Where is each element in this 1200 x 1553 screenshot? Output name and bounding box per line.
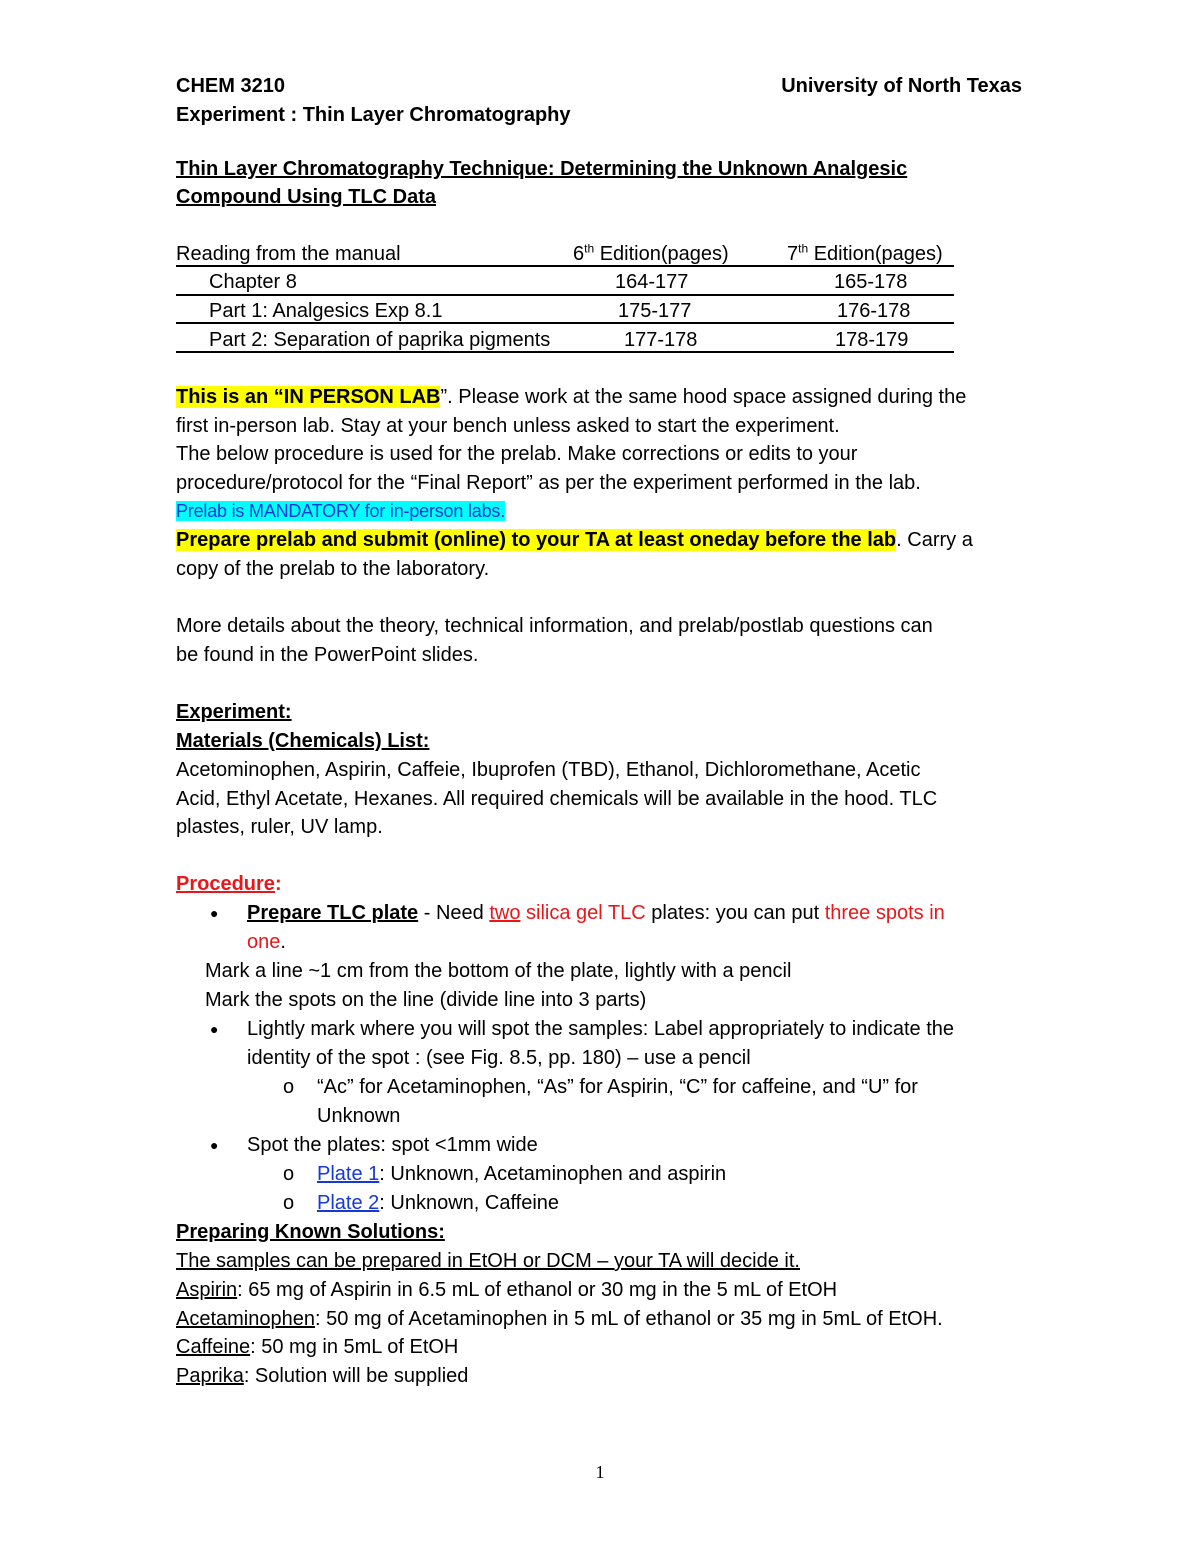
mark-line-1: Mark a line ~1 cm from the bottom of the plate, lightly with a pencil [205,960,792,982]
sub-bullet-icon: o [283,1192,295,1214]
table-cell-ed7: 165-178 [834,271,908,293]
intro-line-2: first in-person lab. Stay at your bench unless asked to start the experiment. [176,415,840,437]
prelab-submit-highlight: Prepare prelab and submit (online) to your TA at least oneday before the lab [176,529,897,551]
table-header-reading: Reading from the manual [176,243,401,265]
table-cell-ed6: 177-178 [624,329,698,351]
solutions-note: The samples can be prepared in EtOH or DCM – your TA will decide it. [176,1250,800,1272]
plate-1-line: Plate 1: Unknown, Acetaminophen and aspirin [317,1163,727,1185]
procedure-item-1-line-2: one. [247,931,286,953]
details-line-1: More details about the theory, technical information, and prelab/postlab questions can [176,615,933,637]
experiment-heading: Experiment: [176,701,292,723]
procedure-heading: Procedure: [176,873,282,895]
mark-line-2: Mark the spots on the line (divide line into 3 parts) [205,989,647,1011]
intro-line-7: copy of the prelab to the laboratory. [176,558,490,580]
intro-line-1: This is an “IN PERSON LAB”. Please work at the same hood space assigned during the [176,386,967,408]
university-name: University of North Texas [781,75,1022,97]
plate-2-line: Plate 2: Unknown, Caffeine [317,1192,560,1214]
table-cell-ed6: 175-177 [618,300,692,322]
caffeine-solution: Caffeine: 50 mg in 5mL of EtOH [176,1336,459,1358]
table-row-label: Chapter 8 [209,271,297,293]
bullet-icon: ● [210,1021,219,1037]
table-rule [176,265,954,267]
table-cell-ed7: 176-178 [837,300,911,322]
sub-bullet-icon: o [283,1163,295,1185]
page-number: 1 [595,1462,605,1482]
course-code: CHEM 3210 [176,75,285,97]
table-cell-ed6: 164-177 [615,271,689,293]
procedure-item-2-line-2: identity of the spot : (see Fig. 8.5, pp. 180) – use a pencil [247,1047,751,1069]
bullet-icon: ● [210,1137,219,1153]
table-row-label: Part 2: Separation of paprika pigments [209,329,551,351]
materials-line-2: Acid, Ethyl Acetate, Hexanes. All required chemicals will be available in the hood. TLC [176,788,938,810]
intro-line-4: procedure/protocol for the “Final Report” as per the experiment performed in the lab. [176,472,921,494]
aspirin-solution: Aspirin: 65 mg of Aspirin in 6.5 mL of ethanol or 30 mg in the 5 mL of EtOH [176,1279,838,1301]
intro-line-6: Prepare prelab and submit (online) to your TA at least oneday before the lab. Carry a [176,529,973,551]
procedure-item-2-sub-line-1: “Ac” for Acetaminophen, “As” for Aspirin, “C” for caffeine, and “U” for [317,1076,918,1098]
procedure-item-2-line-1: Lightly mark where you will spot the samples: Label appropriately to indicate the [247,1018,955,1040]
document-title-line2: Compound Using TLC Data [176,186,436,208]
plate-1-link[interactable]: Plate 1 [317,1163,380,1185]
procedure-item-2-sub-line-2: Unknown [317,1105,401,1127]
table-rule [176,351,954,353]
sub-bullet-icon: o [283,1076,295,1098]
details-line-2: be found in the PowerPoint slides. [176,644,479,666]
table-rule [176,294,954,296]
plate-2-link[interactable]: Plate 2 [317,1192,380,1214]
table-rule [176,322,954,324]
solutions-heading: Preparing Known Solutions: [176,1221,445,1243]
table-row-label: Part 1: Analgesics Exp 8.1 [209,300,443,322]
acetaminophen-solution: Acetaminophen: 50 mg of Acetaminophen in 5 mL of ethanol or 35 mg in 5mL of EtOH. [176,1308,943,1330]
table-cell-ed7: 178-179 [835,329,909,351]
prelab-mandatory-note: Prelab is MANDATORY for in-person labs. [176,501,505,521]
intro-line-3: The below procedure is used for the prelab. Make corrections or edits to your [176,443,858,465]
materials-line-3: plastes, ruler, UV lamp. [176,816,383,838]
experiment-title: Experiment : Thin Layer Chromatography [176,104,571,126]
materials-heading: Materials (Chemicals) List: [176,730,430,752]
materials-line-1: Acetominophen, Aspirin, Caffeie, Ibuprofen (TBD), Ethanol, Dichloromethane, Acetic [176,759,921,781]
in-person-highlight: This is an “IN PERSON LAB [176,386,441,408]
table-header-6th-edition: 6th Edition(pages) [573,241,729,265]
paprika-solution: Paprika: Solution will be supplied [176,1365,469,1387]
bullet-icon: ● [210,905,219,921]
table-header-7th-edition: 7th Edition(pages) [787,241,943,265]
procedure-item-3: Spot the plates: spot <1mm wide [247,1134,538,1156]
document-title-line1: Thin Layer Chromatography Technique: Determining the Unknown Analgesic [176,158,908,180]
procedure-item-1-line-1: Prepare TLC plate - Need two silica gel TLC plates: you can put three spots in [247,902,945,924]
